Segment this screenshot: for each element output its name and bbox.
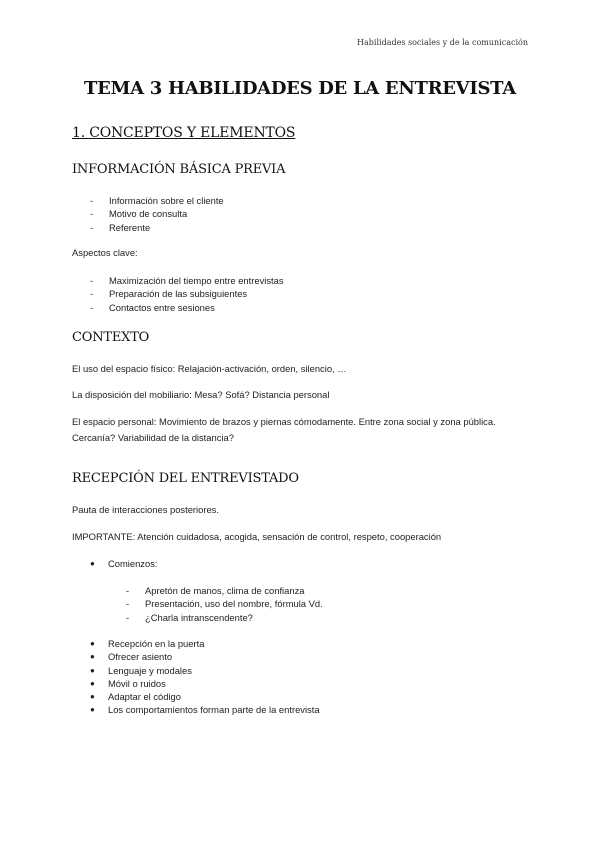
- list-item: [90, 287, 284, 300]
- dash-marker: -: [90, 275, 94, 286]
- page-title: TEMA 3 HABILIDADES DE LA ENTREVISTA: [84, 78, 516, 99]
- list-item-text: Maximización del tiempo entre entrevistas: [109, 275, 284, 286]
- comienzos-sublist: [126, 584, 323, 624]
- list-item: [126, 611, 323, 624]
- contexto-paragraph-mobiliario: La disposición del mobiliario: Mesa? Sofá? Distancia personal: [72, 389, 330, 400]
- list-item: [90, 557, 158, 570]
- aspectos-clave-label: Aspectos clave:: [72, 247, 138, 258]
- list-item-text: Contactos entre sesiones: [109, 301, 215, 313]
- list-item-text: Móvil o ruidos: [108, 677, 166, 689]
- list-item-text: Recepción en la puerta: [108, 638, 205, 649]
- subsection-heading-recepcion: RECEPCIÓN DEL ENTREVISTADO: [72, 471, 299, 486]
- list-item-text: Presentación, uso del nombre, fórmula Vd.: [145, 598, 323, 610]
- list-item-text: Información sobre el cliente: [109, 195, 224, 206]
- list-item: [90, 637, 320, 650]
- list-item: [90, 703, 320, 716]
- list-item: [90, 207, 224, 220]
- contexto-paragraph-espacio-fisico: El uso del espacio físico: Relajación-activación, orden, silencio, …: [72, 363, 347, 374]
- recepcion-paragraph-importante: IMPORTANTE: Atención cuidadosa, acogida, sensación de control, respeto, cooperación: [72, 531, 442, 542]
- running-header: Habilidades sociales y de la comunicación: [357, 38, 528, 47]
- recepcion-paragraph-pauta: Pauta de interacciones posteriores.: [72, 504, 219, 515]
- list-item: [90, 301, 284, 314]
- list-item: [90, 690, 320, 703]
- dash-marker: -: [90, 221, 94, 233]
- list-item: [126, 584, 323, 597]
- bullet-marker: ●: [90, 705, 95, 715]
- dash-marker: -: [126, 611, 130, 623]
- list-item: [90, 664, 320, 677]
- bullet-marker: ●: [90, 652, 95, 662]
- subsection-heading-info-basica: INFORMACIÓN BÁSICA PREVIA: [72, 162, 286, 177]
- bullet-marker: ●: [90, 678, 95, 688]
- list-item: [90, 650, 320, 663]
- list-item-text: Ofrecer asiento: [108, 651, 173, 663]
- bullet-marker: ●: [90, 692, 95, 702]
- dash-marker: -: [90, 208, 94, 220]
- list-item-text: Comienzos:: [108, 558, 158, 569]
- list-item: [126, 597, 323, 610]
- list-item: [90, 677, 320, 690]
- section-heading-conceptos: 1. CONCEPTOS Y ELEMENTOS: [72, 125, 296, 141]
- dash-marker: -: [90, 301, 94, 313]
- comienzos-list: [90, 557, 158, 570]
- dash-marker: -: [126, 598, 130, 610]
- list-item-text: Lenguaje y modales: [108, 664, 192, 676]
- list-item-text: Los comportamientos forman parte de la entrevista: [108, 704, 320, 716]
- list-item-text: ¿Charla intranscendente?: [145, 611, 253, 623]
- list-item-text: Motivo de consulta: [109, 208, 188, 220]
- list-item-text: Preparación de las subsiguientes: [109, 288, 248, 300]
- bullet-marker: ●: [90, 639, 95, 648]
- dash-marker: -: [90, 195, 94, 206]
- aspectos-clave-list: [90, 274, 284, 314]
- bullet-marker: ●: [90, 559, 95, 568]
- list-item: [90, 194, 224, 207]
- info-basica-list: [90, 194, 224, 234]
- subsection-heading-contexto: CONTEXTO: [72, 330, 150, 345]
- dash-marker: -: [90, 288, 94, 300]
- list-item: [90, 221, 224, 234]
- list-item-text: Referente: [109, 221, 151, 233]
- list-item-text: Adaptar el código: [108, 691, 181, 703]
- contexto-paragraph-espacio-personal: El espacio personal: Movimiento de brazos y piernas cómodamente. Entre zona social y zona pública. Cercanía? Variabilidad de la distancia?: [72, 416, 496, 443]
- bullet-marker: ●: [90, 665, 95, 675]
- recepcion-list: [90, 637, 320, 717]
- list-item-text: Apretón de manos, clima de confianza: [145, 585, 305, 596]
- list-item: [90, 274, 284, 287]
- dash-marker: -: [126, 585, 130, 596]
